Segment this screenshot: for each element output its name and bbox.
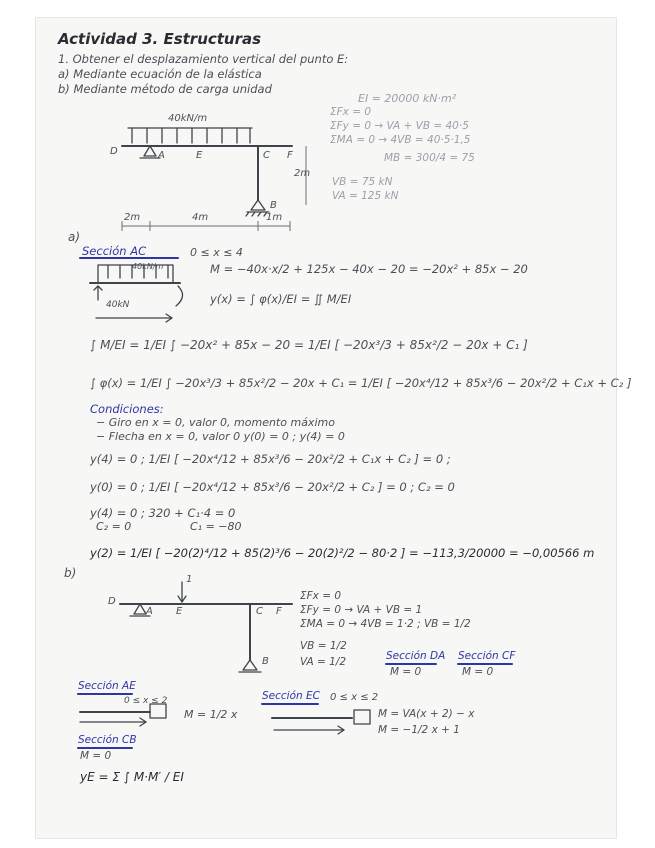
part-a-marker: a) <box>68 230 81 244</box>
part-b-sum-fy: ΣFy = 0 → VA + VB = 1 <box>300 604 423 616</box>
eq-y0: y(0) = 0 ; 1/EI [ −20x⁴/12 + 85x³/6 − 20x²/2 + C₂ ] = 0 ; C₂ = 0 <box>90 480 455 494</box>
part-a-range: 0 ≤ x ≤ 4 <box>190 246 243 259</box>
ei-value: EI = 20000 kN·m² <box>358 92 457 105</box>
section-cf-moment: M = 0 <box>462 666 494 678</box>
section-cf-title: Sección CF <box>458 650 516 662</box>
part-a-integral-1: ∫ M/EI = 1/EI ∫ −20x² + 85x − 20 = 1/EI [ −20x³/3 + 85x²/2 − 20x + C₁ ] <box>90 338 528 352</box>
section-ec-moment-2: M = −1/2 x + 1 <box>378 724 460 736</box>
section-ec-moment-1: M = VA(x + 2) − x <box>378 708 475 720</box>
eq-y4: y(4) = 0 ; 1/EI [ −20x⁴/12 + 85x³/6 − 20x²/2 + C₁x + C₂ ] = 0 ; <box>90 452 451 466</box>
task-1b-text: b) Mediante método de carga unidad <box>58 82 272 96</box>
unit-load-label: 1 <box>186 574 193 585</box>
section-ec-range: 0 ≤ x ≤ 2 <box>330 692 379 703</box>
part-b-node-e: E <box>176 606 183 617</box>
part-a-integral-2: ∫ φ(x) = 1/EI ∫ −20x³/3 + 85x²/2 − 20x + C₁ = 1/EI [ −20x⁴/12 + 85x³/6 − 20x²/2 + C₁x + C₂ ] <box>90 376 632 390</box>
part-a-deflection: y(x) = ∫ φ(x)/EI = ∬ M/EI <box>210 292 352 306</box>
part-b-node-d: D <box>108 596 116 607</box>
part-a-moment: M = −40x·x/2 + 125x − 40x − 20 = −20x² + 85x − 20 <box>210 262 528 276</box>
part-a-section-react: 40kN <box>106 300 130 310</box>
figure-1-node-e: E <box>196 150 203 161</box>
figure-1-dim-2: 4m <box>192 212 209 223</box>
part-b-node-b: B <box>262 656 269 667</box>
figure-1-load-label: 40kN/m <box>168 113 208 124</box>
reaction-va: VA = 125 kN <box>332 190 399 202</box>
figure-1-dim-3: 1m <box>266 212 283 223</box>
part-b-sum-fx: ΣFx = 0 <box>300 590 342 602</box>
task-1a-text: a) Mediante ecuación de la elástica <box>58 67 262 81</box>
figure-1-node-c: C <box>263 150 270 161</box>
figure-1-node-b: B <box>270 200 277 211</box>
part-b-marker: b) <box>64 566 77 580</box>
part-b-vb: VB = 1/2 <box>300 640 347 652</box>
section-ae-range: 0 ≤ x ≤ 2 <box>124 696 168 706</box>
unit-load-result: yE = Σ ∫ M·M′ / EI <box>80 770 184 784</box>
figure-1-node-a: A <box>158 150 165 161</box>
part-b-sum-ma: ΣMA = 0 → 4VB = 1·2 ; VB = 1/2 <box>300 618 471 630</box>
task-1-text: 1. Obtener el desplazamiento vertical del punto E: <box>58 52 349 66</box>
part-b-va: VA = 1/2 <box>300 656 347 668</box>
condition-2: − Flecha en x = 0, valor 0 y(0) = 0 ; y(4) = 0 <box>96 430 345 443</box>
part-a-section-title: Sección AC <box>82 244 147 258</box>
section-cb-moment: M = 0 <box>80 750 112 762</box>
part-b-node-c: C <box>256 606 263 617</box>
part-b-node-f: F <box>276 606 282 617</box>
section-da-title: Sección DA <box>386 650 446 662</box>
deflection-result-e: y(2) = 1/EI [ −20(2)⁴/12 + 85(2)³/6 − 20(2)²/2 − 80·2 ] = −113,3/20000 = −0,00566 m <box>90 546 595 560</box>
section-ae-moment: M = 1/2 x <box>184 708 238 721</box>
eq1-sum-ma: ΣMA = 0 → 4VB = 40·5·1,5 <box>330 134 471 146</box>
eq1-mb: MB = 300/4 = 75 <box>384 152 475 164</box>
section-ae-title: Sección AE <box>78 680 136 692</box>
conditions-title: Condiciones: <box>90 402 164 416</box>
page-title: Actividad 3. Estructuras <box>58 30 262 48</box>
section-ec-title: Sección EC <box>262 690 320 702</box>
reaction-vb: VB = 75 kN <box>332 176 393 188</box>
part-b-node-a: A <box>146 606 153 617</box>
result-c1: C₁ = −80 <box>190 520 242 533</box>
section-cb-title: Sección CB <box>78 734 137 746</box>
figure-1-dim-1: 2m <box>124 212 141 223</box>
eq1-sum-fx: ΣFx = 0 <box>330 106 372 118</box>
figure-1-node-f: F <box>287 150 293 161</box>
figure-1-height-label: 2m <box>294 168 311 179</box>
result-c2: C₂ = 0 <box>96 520 132 533</box>
part-a-section-load: 40kN/m <box>132 262 164 271</box>
condition-1: − Giro en x = 0, valor 0, momento máximo <box>96 416 335 429</box>
figure-1-node-d: D <box>110 146 118 157</box>
eq-y4-solve: y(4) = 0 ; 320 + C₁·4 = 0 <box>90 506 236 520</box>
eq1-sum-fy: ΣFy = 0 → VA + VB = 40·5 <box>330 120 469 132</box>
section-da-moment: M = 0 <box>390 666 422 678</box>
